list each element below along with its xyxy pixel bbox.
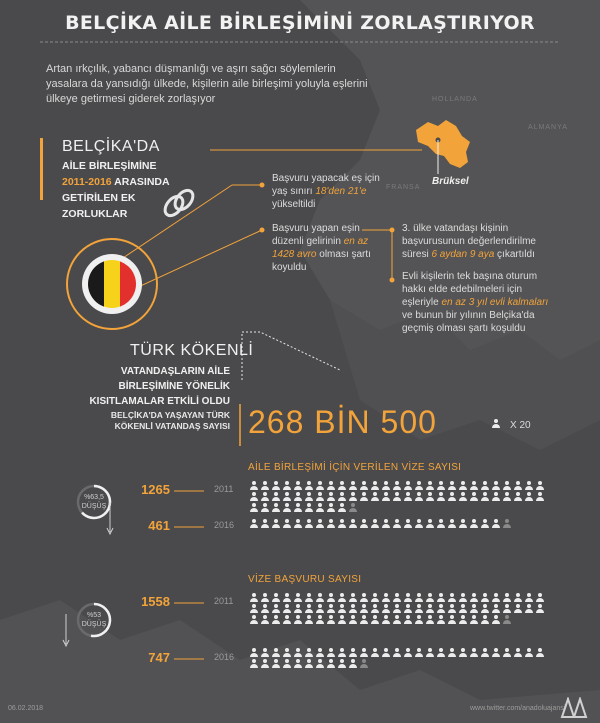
person-icon [283, 481, 291, 490]
person-icon [437, 519, 445, 528]
person-icon [316, 648, 324, 657]
person-icon [360, 659, 368, 668]
belgium-heading: BELÇİKA'DA [62, 138, 160, 155]
person-icon [272, 481, 280, 490]
person-icon [492, 481, 500, 490]
person-icon [250, 648, 258, 657]
person-icon [371, 481, 379, 490]
subheading-years: 2011-2016 [62, 176, 112, 188]
person-icon [294, 593, 302, 602]
person-icon [316, 593, 324, 602]
person-icon [283, 492, 291, 501]
person-icon [305, 481, 313, 490]
person-icon [349, 593, 357, 602]
chart2-title: VİZE BAŞVURU SAYISI [248, 574, 362, 585]
person-icon [448, 615, 456, 624]
person-icon [503, 481, 511, 490]
person-icon [360, 648, 368, 657]
person-icon [393, 604, 401, 613]
person-icon [426, 492, 434, 501]
person-icon [382, 492, 390, 501]
person-icon [448, 492, 456, 501]
person-icon [393, 593, 401, 602]
person-icon [382, 604, 390, 613]
person-icon [294, 503, 302, 512]
person-icon [305, 593, 313, 602]
person-icon [250, 481, 258, 490]
person-icon [283, 659, 291, 668]
person-icon [459, 492, 467, 501]
icon-scale-label: X 20 [510, 420, 531, 431]
person-icon [492, 615, 500, 624]
person-icon [393, 615, 401, 624]
person-icon [503, 519, 511, 528]
person-icon [283, 615, 291, 624]
person-icon [415, 519, 423, 528]
person-icon [382, 519, 390, 528]
person-icon [492, 604, 500, 613]
person-icon [459, 648, 467, 657]
person-icon [327, 648, 335, 657]
person-icon [514, 593, 522, 602]
person-icon [470, 481, 478, 490]
title-divider [40, 40, 560, 44]
person-icon [250, 519, 258, 528]
person-icon [305, 604, 313, 613]
person-icon [349, 519, 357, 528]
chart1-value-2011: 1265 [141, 482, 170, 497]
chart2-icons-2016 [250, 648, 550, 668]
person-icon [525, 593, 533, 602]
note-text: çıkartıldı [494, 249, 535, 260]
person-icon [404, 492, 412, 501]
person-icon [503, 604, 511, 613]
person-icon [327, 659, 335, 668]
person-icon [349, 604, 357, 613]
person-icon [525, 492, 533, 501]
note-text: olması şartı koyuldu [272, 249, 371, 273]
person-icon [272, 648, 280, 657]
footer-twitter-link[interactable]: www.twitter.com/anadoluajansi [470, 705, 566, 712]
note-text: 3. ülke vatandaşı kişinin başvurusunun değerlendirilme süresi [402, 223, 536, 260]
person-icon [371, 492, 379, 501]
person-icon [426, 593, 434, 602]
subheading-line2: ARASINDA [111, 176, 170, 188]
person-icon [305, 519, 313, 528]
person-icon [525, 648, 533, 657]
person-icon [470, 648, 478, 657]
note-text: Başvuru yapan eşin düzenli gelirinin [272, 223, 360, 247]
person-icon [272, 604, 280, 613]
person-icon [327, 519, 335, 528]
person-icon [327, 593, 335, 602]
person-icon [492, 648, 500, 657]
person-icon [393, 519, 401, 528]
person-icon [327, 503, 335, 512]
person-icon [338, 615, 346, 624]
person-icon [448, 519, 456, 528]
person-icon [360, 519, 368, 528]
person-icon [448, 481, 456, 490]
person-icon [481, 593, 489, 602]
person-icon [404, 648, 412, 657]
note-text: yükseltildi [272, 199, 316, 210]
person-icon [448, 604, 456, 613]
turk-section-bracket [230, 330, 350, 390]
chart2-year-2011: 2011 [214, 596, 234, 606]
map-label-netherlands: HOLLANDA [432, 96, 478, 103]
person-icon [294, 615, 302, 624]
person-icon [470, 604, 478, 613]
person-icon [327, 492, 335, 501]
person-icon [404, 604, 412, 613]
person-icon [415, 593, 423, 602]
person-icon [404, 615, 412, 624]
note-text: ve bunun bir yılının Belçika'da geçmiş olması şartı koşuldu [402, 310, 535, 334]
person-icon [492, 593, 500, 602]
person-icon [360, 492, 368, 501]
person-icon [371, 615, 379, 624]
person-icon [250, 503, 258, 512]
note-highlight: en az 1428 avro [272, 236, 369, 260]
note-age-limit [272, 172, 382, 211]
person-icon [294, 659, 302, 668]
person-icon [415, 492, 423, 501]
chart2-value-2016: 747 [148, 650, 170, 665]
person-icon [536, 604, 544, 613]
person-icon [503, 615, 511, 624]
subheading-line4: ZORLUKLAR [62, 208, 128, 220]
person-icon [261, 492, 269, 501]
population-label: BELÇİKA'DA YAŞAYAN TÜRK KÖKENLİ VATANDAŞ SAYISI [110, 410, 230, 431]
map-label-brussels: Brüksel [432, 176, 469, 187]
person-icon [316, 519, 324, 528]
person-icon [316, 604, 324, 613]
person-icon [338, 604, 346, 613]
person-icon [338, 519, 346, 528]
person-icon [393, 492, 401, 501]
person-icon [338, 593, 346, 602]
person-icon [415, 615, 423, 624]
person-icon [382, 481, 390, 490]
person-icon [426, 648, 434, 657]
person-icon [437, 648, 445, 657]
page-title: BELÇİKA AİLE BİRLEŞİMİNİ ZORLAŞTIRIYOR [65, 12, 535, 34]
chart1-icons-2011 [250, 481, 550, 512]
belgium-flag-emblem [64, 236, 160, 332]
person-icon [459, 615, 467, 624]
map-label-germany: ALMANYA [528, 124, 568, 131]
person-icon [250, 615, 258, 624]
person-icon [294, 481, 302, 490]
person-icon [514, 604, 522, 613]
person-icon [459, 604, 467, 613]
person-icon [272, 519, 280, 528]
person-icon [283, 503, 291, 512]
person-icon [283, 519, 291, 528]
person-icon [404, 519, 412, 528]
chart2-year-2016: 2016 [214, 652, 235, 662]
person-icon [470, 492, 478, 501]
person-icon [481, 615, 489, 624]
person-icon [283, 593, 291, 602]
person-icon [459, 481, 467, 490]
footer-date: 06.02.2018 [8, 705, 44, 712]
person-icon [272, 503, 280, 512]
person-icon [481, 648, 489, 657]
person-icon [283, 604, 291, 613]
person-icon [250, 604, 258, 613]
chart1-title: AİLE BİRLEŞİMİ İÇİN VERİLEN VİZE SAYISI [248, 462, 462, 473]
person-icon [294, 492, 302, 501]
subheading-line3: GETİRİLEN EK [62, 192, 136, 204]
person-icon [272, 593, 280, 602]
subheading-line1: AİLE BİRLEŞİMİNE [62, 160, 157, 172]
chart2-value-2011: 1558 [141, 594, 170, 609]
person-icon [272, 492, 280, 501]
person-icon [327, 604, 335, 613]
person-icon [360, 593, 368, 602]
turkish-heading: TÜRK KÖKENLİ [130, 342, 254, 359]
person-icon [305, 503, 313, 512]
person-icon [349, 648, 357, 657]
person-icon [536, 648, 544, 657]
population-value: 268 BİN 500 [248, 404, 437, 440]
person-icon [536, 492, 544, 501]
person-icon [459, 593, 467, 602]
person-icon [514, 481, 522, 490]
chart1-value-2016: 461 [148, 518, 170, 533]
person-icon [305, 492, 313, 501]
chart1-year-2016: 2016 [214, 520, 235, 530]
person-icon [349, 659, 357, 668]
note-text: Başvuru yapacak eş için yaş sınırı [272, 173, 380, 197]
person-icon [349, 492, 357, 501]
person-icon [536, 481, 544, 490]
person-icon [404, 593, 412, 602]
person-icon [393, 648, 401, 657]
person-icon [437, 492, 445, 501]
person-icon [448, 648, 456, 657]
note-processing-time [402, 222, 552, 261]
person-icon [437, 615, 445, 624]
person-icon [459, 519, 467, 528]
note-highlight: 18'den 21'e [315, 186, 367, 197]
person-icon [294, 604, 302, 613]
person-icon [261, 604, 269, 613]
person-icon [415, 604, 423, 613]
person-icon [492, 419, 500, 428]
person-icon [316, 503, 324, 512]
person-icon [261, 659, 269, 668]
link-chain-icon [162, 186, 196, 220]
person-icon [470, 593, 478, 602]
person-icon [349, 481, 357, 490]
person-icon [360, 481, 368, 490]
person-icon [371, 604, 379, 613]
person-icon [371, 593, 379, 602]
person-icon [349, 503, 357, 512]
person-icon [272, 615, 280, 624]
person-icon [360, 604, 368, 613]
person-icon [503, 648, 511, 657]
person-icon [448, 593, 456, 602]
person-icon [382, 648, 390, 657]
person-icon [250, 659, 258, 668]
person-icon [261, 481, 269, 490]
person-icon [261, 593, 269, 602]
person-icon [481, 492, 489, 501]
person-icon [426, 481, 434, 490]
chart1-year-2011: 2011 [214, 484, 234, 494]
person-icon [371, 519, 379, 528]
person-icon [349, 615, 357, 624]
population-divider [238, 404, 242, 446]
person-icon [305, 615, 313, 624]
person-icon [492, 492, 500, 501]
person-icon [382, 615, 390, 624]
person-icon [305, 648, 313, 657]
person-icon [261, 648, 269, 657]
chart2-change-label: %53 DÜŞÜŞ [81, 612, 107, 628]
person-icon [371, 648, 379, 657]
person-icon [316, 481, 324, 490]
person-icon [316, 615, 324, 624]
person-icon [261, 615, 269, 624]
person-icon [316, 659, 324, 668]
person-icon [437, 593, 445, 602]
person-icon [261, 503, 269, 512]
note-marriage-duration [402, 270, 552, 335]
person-icon [426, 519, 434, 528]
note-highlight: en az 3 yıl evli kalmaları [441, 297, 549, 308]
person-icon [415, 481, 423, 490]
person-icon [481, 481, 489, 490]
person-icon [393, 481, 401, 490]
chart2-icons-2011 [250, 593, 550, 624]
person-icon [426, 615, 434, 624]
person-icon [481, 604, 489, 613]
person-icon [250, 593, 258, 602]
person-icon [305, 659, 313, 668]
person-icon [338, 648, 346, 657]
person-icon [327, 481, 335, 490]
chart1-change-label: %63,5 DÜŞÜŞ [81, 494, 107, 510]
person-icon [338, 481, 346, 490]
person-icon [426, 604, 434, 613]
turkish-subheading: VATANDAŞLARIN AİLE BİRLEŞİMİNE YÖNELİK KISITLAMALAR ETKİLİ OLDU [89, 366, 230, 407]
person-icon [470, 615, 478, 624]
person-icon [492, 519, 500, 528]
person-icon [272, 659, 280, 668]
person-icon [294, 648, 302, 657]
person-icon [503, 492, 511, 501]
person-icon [382, 593, 390, 602]
person-icon [404, 481, 412, 490]
person-icon [250, 492, 258, 501]
person-icon [327, 615, 335, 624]
person-icon [503, 593, 511, 602]
person-icon [536, 593, 544, 602]
person-icon [437, 481, 445, 490]
person-icon [481, 519, 489, 528]
person-icon [415, 648, 423, 657]
person-icon [316, 492, 324, 501]
person-icon [525, 481, 533, 490]
intro-text: Artan ırkçılık, yabancı düşmanlığı ve aşırı sağcı söylemlerin yasalara da yansıdığı ülkede, kişilerin aile birleşimi yoluyla eşlerini ülkeye getirmesi giderek zorlaşıyor [46, 63, 368, 105]
person-icon [338, 503, 346, 512]
person-icon [261, 519, 269, 528]
person-icon [294, 519, 302, 528]
person-icon [437, 604, 445, 613]
note-text: Evli kişilerin tek başına oturum hakkı elde edebilmeleri için eşleriyle [402, 271, 538, 308]
person-icon [283, 648, 291, 657]
note-highlight: 6 aydan 9 aya [431, 249, 495, 260]
person-icon [525, 604, 533, 613]
person-icon [360, 615, 368, 624]
person-icon [470, 519, 478, 528]
note-income [272, 222, 372, 274]
person-icon [338, 492, 346, 501]
map-label-france: FRANSA [386, 184, 421, 191]
person-icon [338, 659, 346, 668]
anadolu-logo [560, 697, 588, 719]
person-icon [514, 648, 522, 657]
person-icon [514, 492, 522, 501]
chart1-icons-2016 [250, 519, 550, 528]
